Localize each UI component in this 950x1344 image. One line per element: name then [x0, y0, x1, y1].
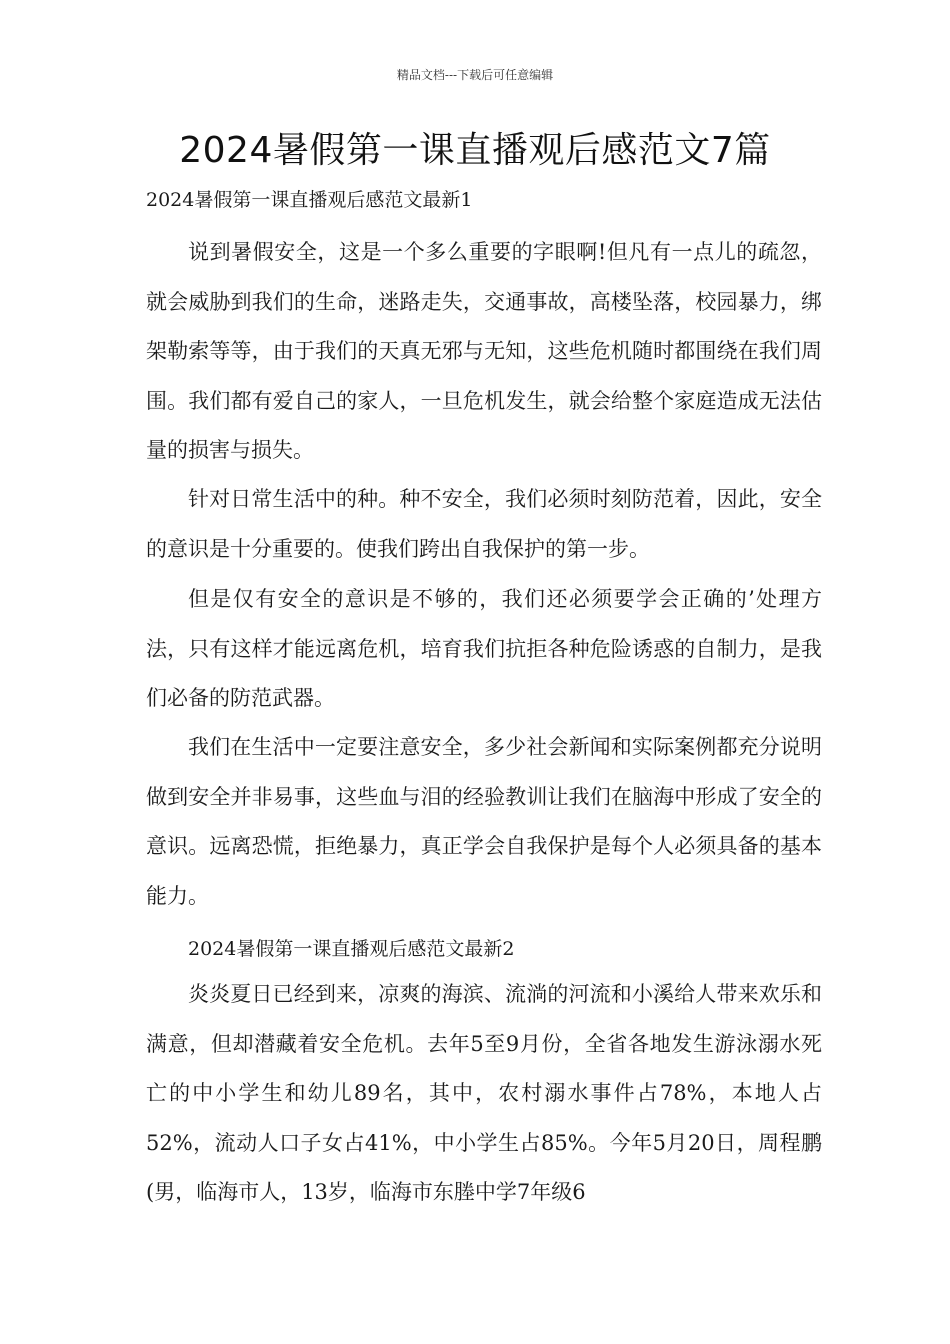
paragraph: 针对日常生活中的种。种不安全，我们必须时刻防范着，因此，安全的意识是十分重要的。使我们跨出自我保护的第一步。 — [146, 487, 822, 561]
paragraph: 炎炎夏日已经到来，凉爽的海滨、流淌的河流和小溪给人带来欢乐和满意，但却潜藏着安全危机。去年5至9月份，全省各地发生游泳溺水死亡的中小学生和幼儿89名，其中，农村溺水事件占78%，本地人占52%，流动人口子女占41%，中小学生占85%。今年5月20日，周程鹏(男，临海市人，13岁，临海市东塍中学7年级6 — [146, 982, 822, 1204]
paragraph: 但是仅有安全的意识是不够的，我们还必须要学会正确的’处理方法，只有这样才能远离危机，培育我们抗拒各种危险诱惑的自制力，是我们必备的防范武器。 — [146, 587, 822, 710]
section-heading-2: 2024暑假第一课直播观后感范文最新2 — [188, 938, 515, 960]
paragraph: 我们在生活中一定要注意安全，多少社会新闻和实际案例都充分说明做到安全并非易事，这些血与泪的经验教训让我们在脑海中形成了安全的意识。远离恐慌，拒绝暴力，真正学会自我保护是每个人必须具备的基本能力。 — [146, 735, 822, 908]
document-title: 2024暑假第一课直播观后感范文7篇 — [179, 130, 771, 171]
section-heading-1: 2024暑假第一课直播观后感范文最新1 — [146, 189, 473, 211]
paragraph: 说到暑假安全，这是一个多么重要的字眼啊!但凡有一点儿的疏忽，就会威胁到我们的生命，迷路走失，交通事故，高楼坠落，校园暴力，绑架勒索等等，由于我们的天真无邪与无知，这些危机随时都围绕在我们周围。我们都有爱自己的家人，一旦危机发生，就会给整个家庭造成无法估量的损害与损失。 — [146, 240, 822, 462]
header-note: 精品文档---下载后可任意编辑 — [396, 68, 554, 82]
